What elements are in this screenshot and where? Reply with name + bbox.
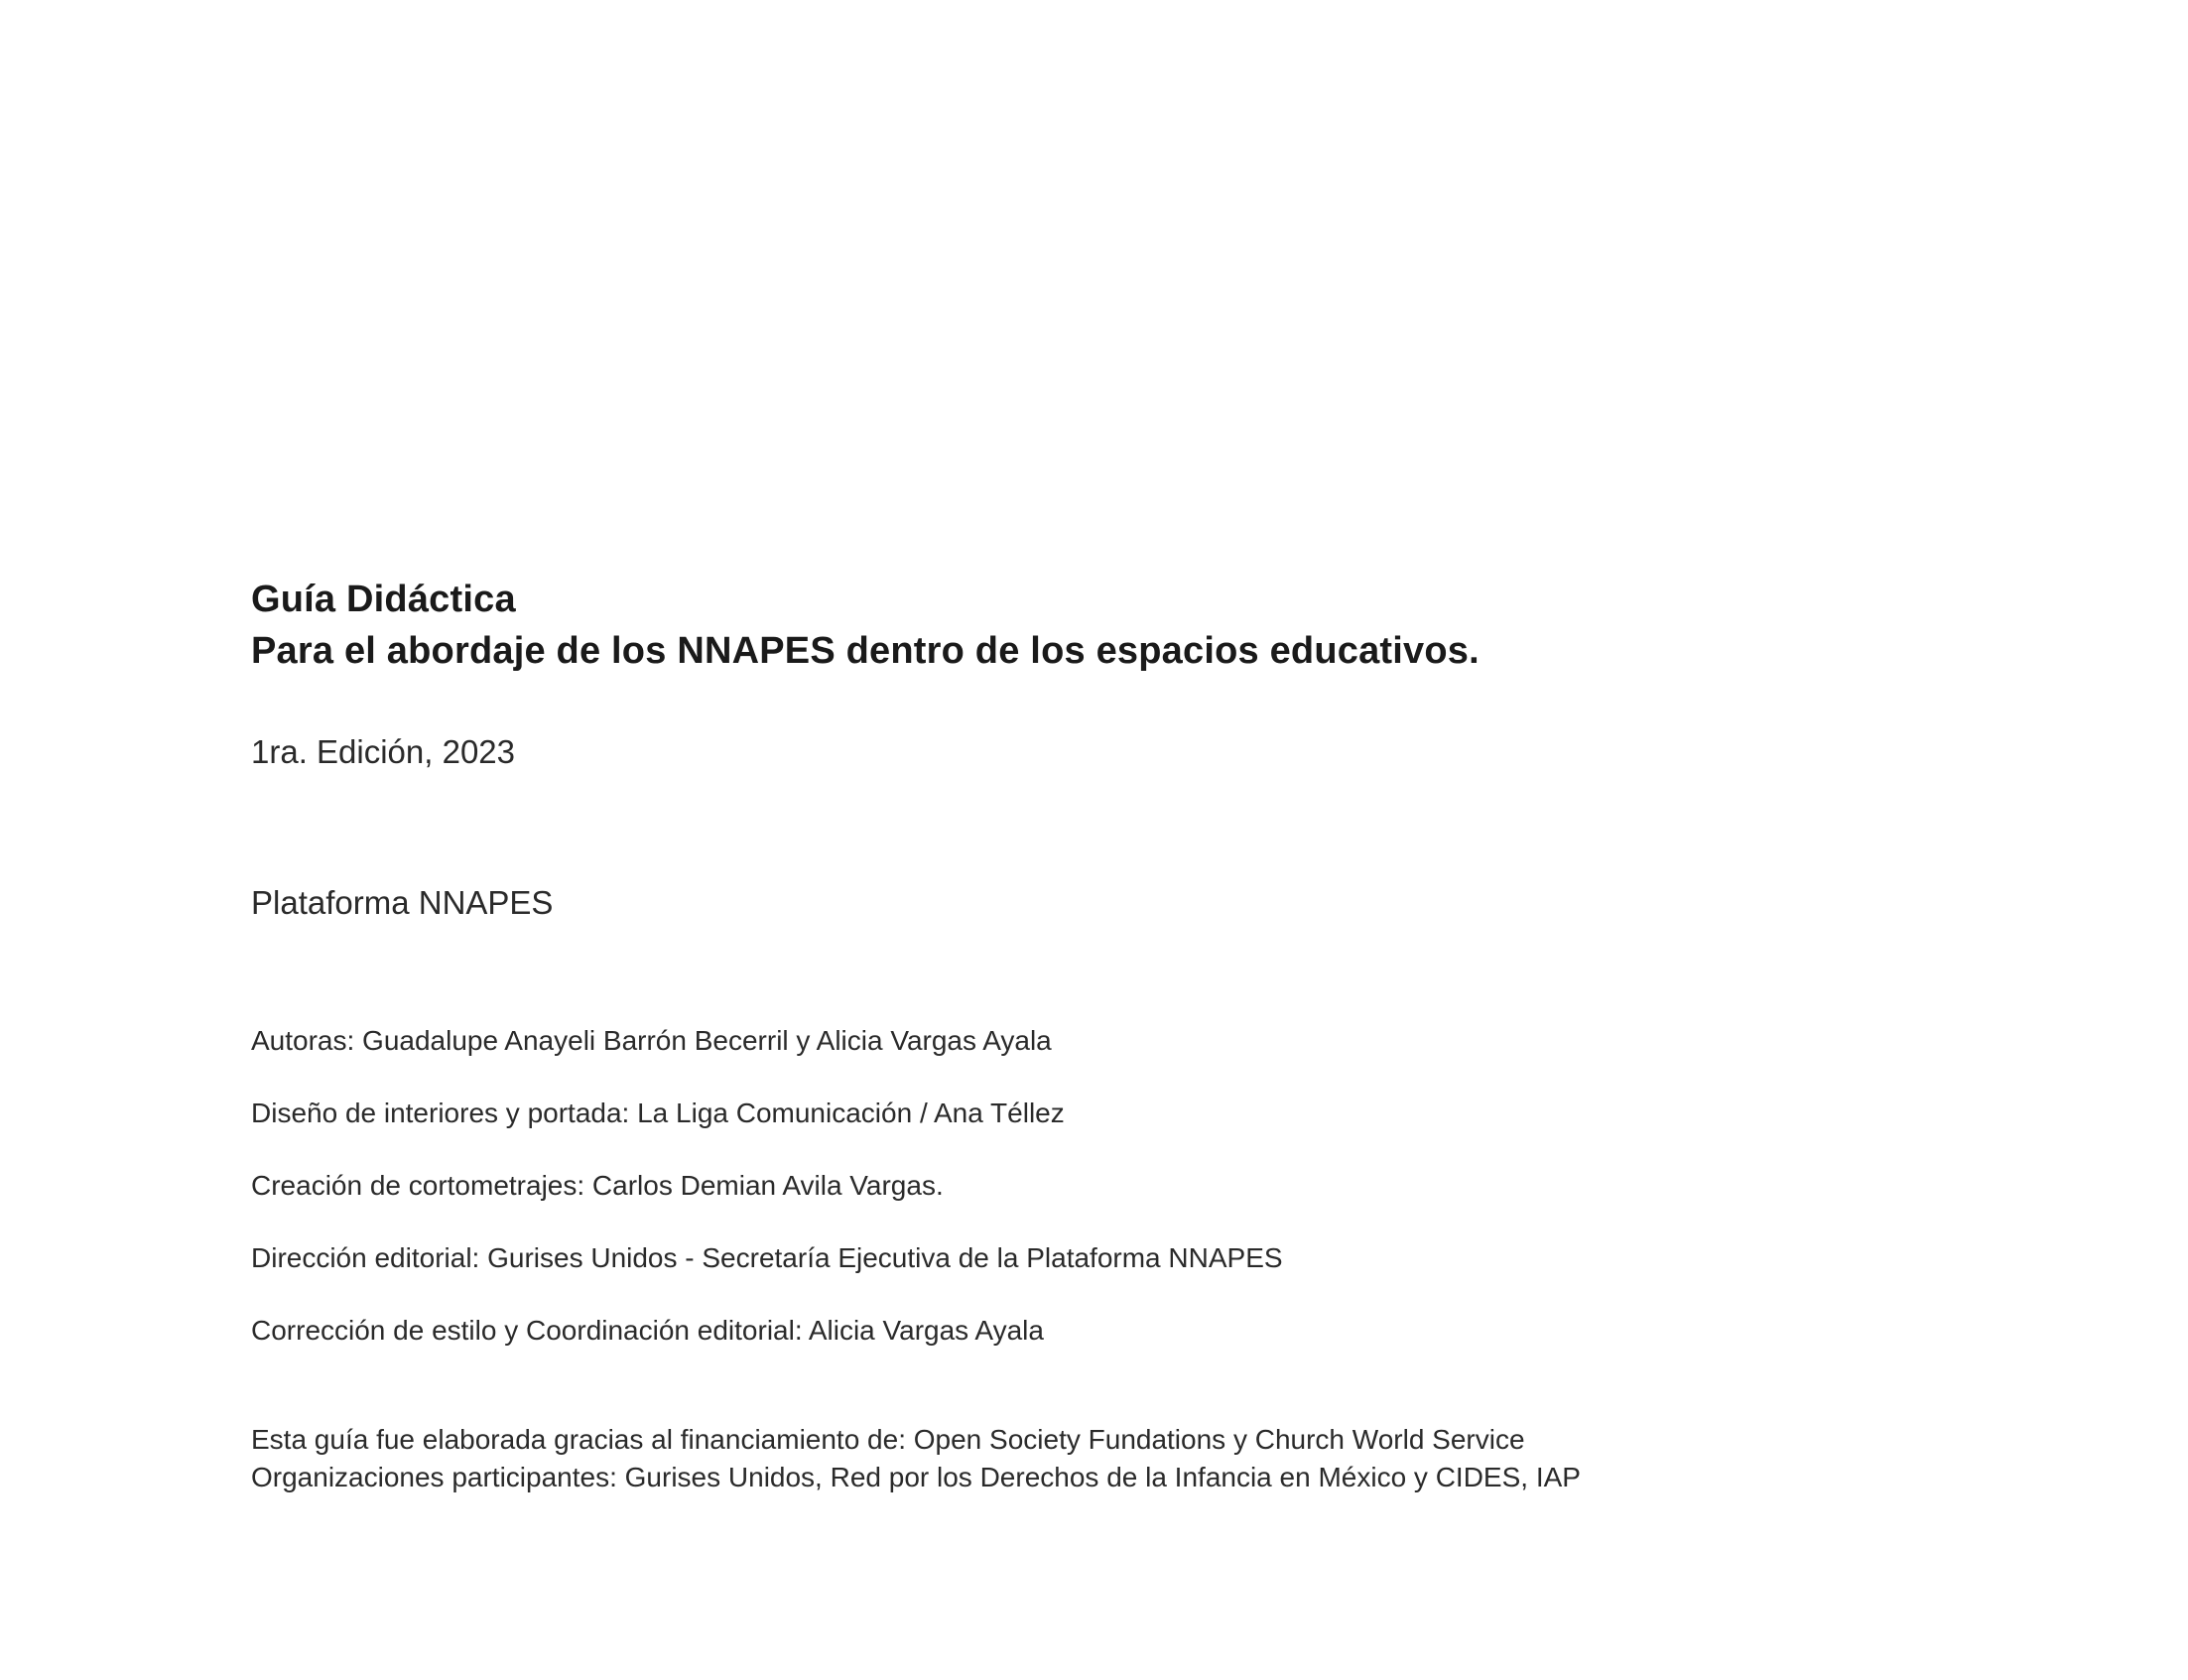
- edition-text: 1ra. Edición, 2023: [251, 733, 516, 770]
- credits-list: [251, 1022, 1283, 1384]
- title-subtitle: Para el abordaje de los NNAPES dentro de los espacios educativos.: [251, 630, 1480, 672]
- funding-text: Esta guía fue elaborada gracias al financiamiento de: Open Society Fundations y Church World Service: [251, 1424, 1525, 1455]
- document-title: [251, 574, 1480, 677]
- participants-text: Organizaciones participantes: Gurises Unidos, Red por los Derechos de la Infancia en México y CIDES, IAP: [251, 1462, 1581, 1492]
- platform-name: Plataforma NNAPES: [251, 884, 554, 921]
- credit-style-correction: Corrección de estilo y Coordinación editorial: Alicia Vargas Ayala: [251, 1315, 1044, 1346]
- funding-notes: [251, 1421, 1581, 1496]
- title-main: Guía Didáctica: [251, 579, 516, 620]
- credit-authors: Autoras: Guadalupe Anayeli Barrón Becerril y Alicia Vargas Ayala: [251, 1025, 1052, 1056]
- credit-shorts: Creación de cortometrajes: Carlos Demian Avila Vargas.: [251, 1170, 944, 1201]
- credit-editorial-direction: Dirección editorial: Gurises Unidos - Secretaría Ejecutiva de la Plataforma NNAPES: [251, 1242, 1283, 1273]
- credit-design: Diseño de interiores y portada: La Liga Comunicación / Ana Téllez: [251, 1098, 1065, 1128]
